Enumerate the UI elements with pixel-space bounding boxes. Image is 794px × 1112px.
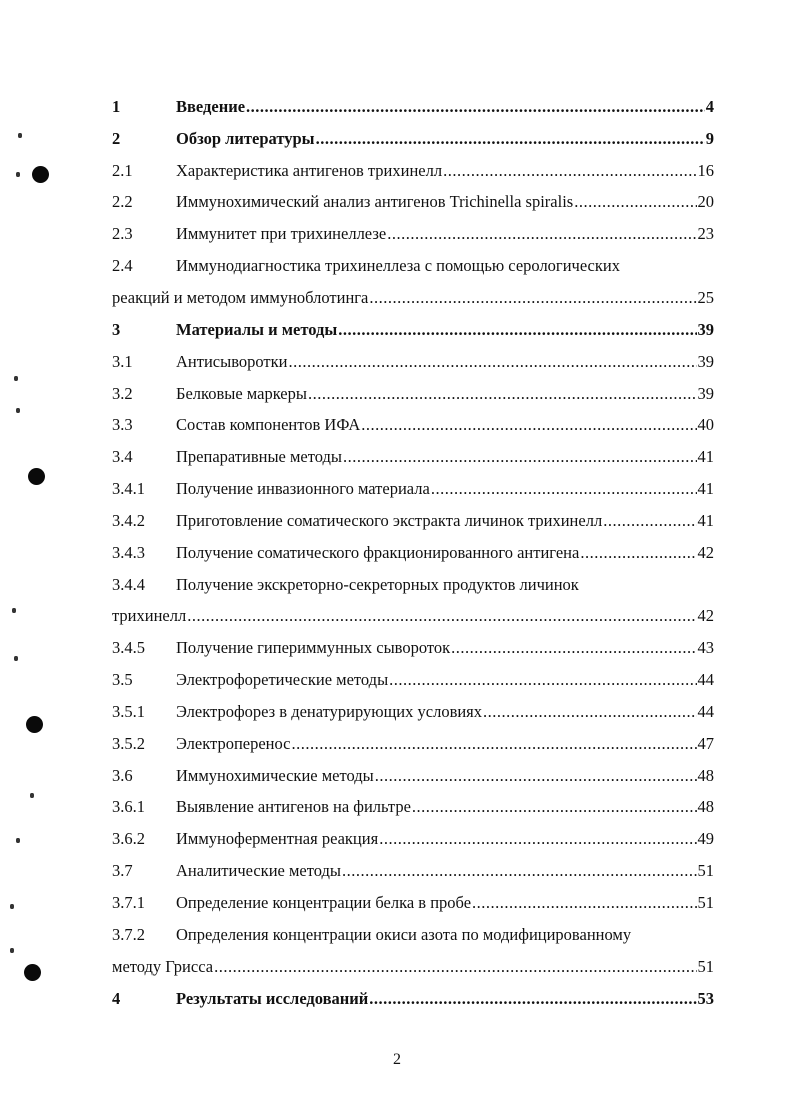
toc-entry-title: трихинелл	[112, 606, 187, 626]
toc-entry-number: 3.5	[112, 670, 133, 690]
toc-entry-title: Иммунодиагностика трихинеллеза с помощью серологических	[176, 256, 620, 276]
toc-entry-page: 48	[697, 765, 714, 785]
toc-entry-page: 16	[697, 160, 714, 180]
toc-entry	[112, 792, 714, 824]
toc-entry-page: 40	[697, 415, 714, 435]
toc-dot-leader	[574, 192, 696, 212]
toc-entry-body	[176, 543, 714, 563]
toc-dot-leader	[361, 415, 696, 435]
toc-entry-page: 44	[697, 670, 714, 690]
toc-dot-leader	[214, 957, 696, 977]
toc-entry	[112, 441, 714, 473]
toc-dot-leader	[603, 511, 696, 531]
toc-entry-title: реакций и методом иммуноблотинга	[112, 287, 369, 307]
scan-speck	[10, 904, 14, 909]
toc-dot-leader	[288, 352, 696, 372]
toc-entry-title: Приготовление соматического экстракта личинок трихинелл	[176, 510, 603, 530]
scan-hole-mark	[32, 166, 49, 183]
toc-entry-number: 3.4.4	[112, 574, 145, 594]
toc-entry-title: Иммунитет при трихинеллезе	[176, 224, 387, 244]
toc-entry-number: 3.7.2	[112, 924, 145, 944]
toc-entry-body	[176, 925, 714, 945]
toc-entry-number: 3.6	[112, 765, 133, 785]
toc-entry-page: 20	[697, 192, 714, 212]
toc-entry-title: Иммунохимические методы	[176, 765, 374, 785]
toc-entry-page: 42	[697, 606, 714, 626]
toc-entry-title: Получение гипериммунных сывороток	[176, 638, 451, 658]
toc-entry-body	[112, 288, 714, 308]
toc-entry-number: 3.4.5	[112, 638, 145, 658]
toc-entry-number: 3.1	[112, 351, 133, 371]
toc-entry-body	[176, 352, 714, 372]
toc-entry	[112, 728, 714, 760]
toc-entry-body	[176, 702, 714, 722]
toc-entry	[112, 123, 714, 155]
toc-entry	[112, 282, 714, 314]
toc-entry-body	[176, 97, 714, 117]
toc-entry-body	[176, 479, 714, 499]
toc-entry-page: 39	[697, 351, 714, 371]
toc-entry-page: 44	[697, 701, 714, 721]
toc-entry-body	[176, 129, 714, 149]
toc-entry	[112, 919, 714, 951]
toc-entry	[112, 983, 714, 1015]
toc-entry-title: Состав компонентов ИФА	[176, 415, 361, 435]
toc-entry-number: 2.4	[112, 256, 133, 276]
toc-dot-leader	[472, 893, 696, 913]
toc-entry-number: 3.5.1	[112, 701, 145, 721]
toc-entry	[112, 664, 714, 696]
toc-entry-body	[176, 256, 714, 276]
toc-entry-number: 3.4.2	[112, 510, 145, 530]
toc-entry-title: Иммунохимический анализ антигенов Trichinella spiralis	[176, 192, 574, 212]
toc-entry-page: 41	[697, 479, 714, 499]
toc-entry	[112, 91, 714, 123]
toc-entry	[112, 155, 714, 187]
scan-speck	[16, 838, 20, 843]
toc-entry-number: 3.7	[112, 861, 133, 881]
toc-entry-title: Препаративные методы	[176, 447, 342, 467]
toc-entry-body	[176, 192, 714, 212]
toc-entry	[112, 346, 714, 378]
toc-entry	[112, 473, 714, 505]
toc-entry-body	[176, 511, 714, 531]
toc-entry	[112, 951, 714, 983]
toc-entry-body	[176, 670, 714, 690]
scan-speck	[12, 608, 16, 613]
toc-dot-leader	[375, 766, 697, 786]
toc-entry-page: 41	[697, 447, 714, 467]
toc-entry-body	[176, 734, 714, 754]
toc-entry-body	[176, 861, 714, 881]
toc-entry-title: Получение соматического фракционированного антигена	[176, 542, 580, 562]
toc-dot-leader	[343, 447, 697, 467]
toc-entry	[112, 569, 714, 601]
toc-entry-number: 3	[112, 319, 121, 339]
toc-dot-leader	[412, 797, 697, 817]
toc-entry-number: 3.3	[112, 415, 133, 435]
toc-dot-leader	[316, 129, 705, 149]
scan-speck	[14, 656, 18, 661]
toc-entry-page: 49	[697, 829, 714, 849]
toc-entry-body	[112, 606, 714, 626]
toc-entry-number: 2.1	[112, 160, 133, 180]
toc-entry-page: 43	[697, 638, 714, 658]
toc-entry-number: 3.6.2	[112, 829, 145, 849]
toc-entry-page: 4	[705, 96, 714, 116]
toc-dot-leader	[389, 670, 696, 690]
toc-entry-page: 48	[697, 797, 714, 817]
toc-entry	[112, 823, 714, 855]
toc-entry-title: Электрофоретические методы	[176, 670, 389, 690]
toc-entry	[112, 314, 714, 346]
toc-entry-page: 25	[697, 287, 714, 307]
scan-speck	[16, 408, 20, 413]
toc-entry-page: 39	[697, 319, 714, 339]
toc-entry-title: Аналитические методы	[176, 861, 341, 881]
toc-entry-number: 4	[112, 988, 121, 1008]
toc-entry	[112, 187, 714, 219]
toc-dot-leader	[338, 320, 696, 340]
toc-entry-body	[176, 797, 714, 817]
toc-dot-leader	[379, 829, 696, 849]
page-number: 2	[393, 1051, 401, 1068]
toc-entry	[112, 601, 714, 633]
toc-entry-body	[176, 224, 714, 244]
toc-entry-title: Определение концентрации белка в пробе	[176, 893, 472, 913]
toc-entry-body	[176, 829, 714, 849]
toc-entry-number: 3.2	[112, 383, 133, 403]
toc-entry	[112, 505, 714, 537]
toc-entry-body	[176, 447, 714, 467]
toc-entry-body	[176, 320, 714, 340]
scan-hole-mark	[24, 964, 41, 981]
toc-entry-body	[176, 893, 714, 913]
toc-entry-title: Электрофорез в денатурирующих условиях	[176, 701, 483, 721]
toc-dot-leader	[451, 638, 696, 658]
toc-entry-title: Антисыворотки	[176, 351, 288, 371]
toc-entry-number: 3.5.2	[112, 733, 145, 753]
toc-dot-leader	[308, 384, 697, 404]
scan-speck	[30, 793, 34, 798]
toc-entry-body	[112, 957, 714, 977]
toc-dot-leader	[369, 288, 696, 308]
toc-entry-title: Выявление антигенов на фильтре	[176, 797, 411, 817]
toc-entry-title: Иммуноферментная реакция	[176, 829, 379, 849]
toc-entry-title: Введение	[176, 96, 246, 116]
toc-entry-number: 2	[112, 128, 121, 148]
toc-entry-page: 51	[697, 861, 714, 881]
toc-entry-body	[176, 161, 714, 181]
toc-dot-leader	[483, 702, 696, 722]
toc-entry	[112, 887, 714, 919]
toc-entry	[112, 250, 714, 282]
toc-entry	[112, 378, 714, 410]
toc-dot-leader	[580, 543, 696, 563]
toc-dot-leader	[443, 161, 696, 181]
toc-entry-title: Электроперенос	[176, 733, 291, 753]
toc-entry-number: 1	[112, 96, 121, 116]
toc-entry-number: 2.2	[112, 192, 133, 212]
toc-dot-leader	[292, 734, 697, 754]
toc-entry-page: 42	[697, 542, 714, 562]
toc-entry	[112, 760, 714, 792]
toc-entry-body	[176, 989, 714, 1009]
toc-entry-page: 9	[705, 128, 714, 148]
table-of-contents	[112, 91, 714, 1014]
toc-entry-body	[176, 575, 714, 595]
toc-entry	[112, 218, 714, 250]
toc-entry	[112, 537, 714, 569]
toc-entry-number: 3.7.1	[112, 893, 145, 913]
scan-speck	[10, 948, 14, 953]
toc-dot-leader	[187, 606, 696, 626]
scan-speck	[14, 376, 18, 381]
toc-dot-leader	[369, 989, 696, 1009]
toc-entry-number: 2.3	[112, 224, 133, 244]
scan-hole-mark	[28, 468, 45, 485]
toc-dot-leader	[342, 861, 697, 881]
toc-entry-page: 23	[697, 224, 714, 244]
toc-entry-number: 3.4.3	[112, 542, 145, 562]
toc-entry-number: 3.4.1	[112, 479, 145, 499]
toc-entry	[112, 409, 714, 441]
scan-speck	[18, 133, 22, 138]
toc-entry	[112, 696, 714, 728]
toc-entry-page: 51	[697, 956, 714, 976]
toc-entry-page: 39	[697, 383, 714, 403]
toc-dot-leader	[431, 479, 697, 499]
toc-entry	[112, 632, 714, 664]
toc-entry-title: Обзор литературы	[176, 128, 315, 148]
toc-entry-body	[176, 384, 714, 404]
toc-entry-title: методу Грисса	[112, 956, 214, 976]
toc-entry-body	[176, 415, 714, 435]
toc-entry-title: Характеристика антигенов трихинелл	[176, 160, 443, 180]
toc-entry-title: Получение экскреторно-секреторных продуктов личинок	[176, 574, 579, 594]
toc-entry-body	[176, 766, 714, 786]
toc-dot-leader	[246, 97, 705, 117]
toc-entry	[112, 855, 714, 887]
scan-speck	[16, 172, 20, 177]
scan-hole-mark	[26, 716, 43, 733]
toc-entry-page: 51	[697, 893, 714, 913]
toc-entry-page: 41	[697, 510, 714, 530]
toc-dot-leader	[387, 224, 696, 244]
toc-entry-body	[176, 638, 714, 658]
toc-entry-number: 3.6.1	[112, 797, 145, 817]
toc-entry-title: Материалы и методы	[176, 319, 338, 339]
toc-entry-title: Результаты исследований	[176, 988, 369, 1008]
toc-entry-number: 3.4	[112, 447, 133, 467]
toc-entry-title: Получение инвазионного материала	[176, 479, 430, 499]
toc-entry-page: 53	[697, 988, 714, 1008]
toc-entry-title: Определения концентрации окиси азота по модифицированному	[176, 924, 632, 944]
toc-entry-page: 47	[697, 733, 714, 753]
toc-entry-title: Белковые маркеры	[176, 383, 307, 403]
